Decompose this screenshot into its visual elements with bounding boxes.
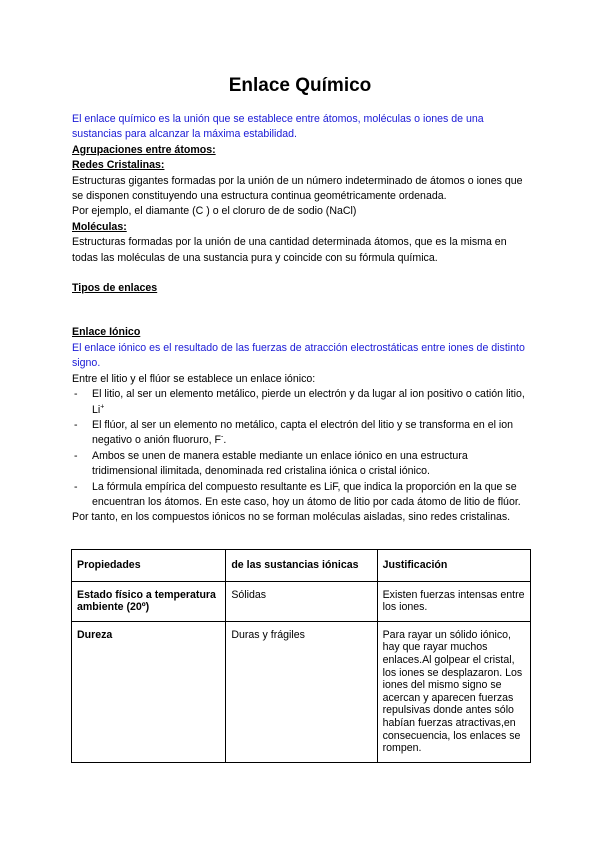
page-title: Enlace Químico (228, 75, 372, 96)
ionico-bullet-list (72, 387, 532, 510)
redes-heading: Redes Cristalinas: (72, 159, 165, 172)
table-header-row (72, 550, 531, 582)
agrupaciones-heading: Agrupaciones entre átomos: (72, 143, 216, 156)
redes-text: Estructuras gigantes formadas por la unión de un número indeterminado de átomos o iones que se disponen constituyendo una estructura continua geométricamente ordenada. (72, 174, 523, 203)
ionico-definition: El enlace iónico es el resultado de las fuerzas de atracción electrostáticas entre iones de distinto signo. (72, 341, 525, 370)
table-cell: Existen fuerzas intensas entre los iones. (377, 581, 530, 621)
table-header-cell: de las sustancias iónicas (226, 550, 377, 582)
bullet-text: El flúor, al ser un elemento no metálico, capta el electrón del litio y se transforma en el ion negativo o anión fluoruro, F (92, 418, 514, 447)
bullet-text: El litio, al ser un elemento metálico, pierde un electrón y da lugar al ion positivo o catión litio, Li (92, 388, 525, 416)
redes-example: Por ejemplo, el diamante (C ) o el cloruro de de sodio (NaCl) (72, 205, 357, 218)
ionico-conclusion: Por tanto, en los compuestos iónicos no se forman moléculas aisladas, sino redes cristalinas. (72, 511, 511, 524)
table-cell: Estado físico a temperatura ambiente (20º) (72, 581, 226, 621)
bullet-text: La fórmula empírica del compuesto resultante es LiF, que indica la proporción en la que se encuentran los átomos. En este caso, hoy un átomo de litio por cada átomo de litio de flúor. (92, 480, 521, 508)
table-cell: Para rayar un sólido iónico, hay que rayar muchos enlaces.Al golpear el cristal, los iones se desplazaron. Los iones del mismo signo se acercan y aparecen fuerzas repulsivas donde antes sólo habían fuerzas atractivas,en consecuencia, los enlaces se rompen. (377, 621, 530, 762)
list-item (72, 449, 532, 480)
list-item (72, 418, 532, 449)
bullet-text: Ambos se unen de manera estable mediante un enlace iónico en una estructura tridimensional ilimitada, denominada red cristalina iónica o cristal iónico. (92, 449, 468, 478)
ion-charge: - (220, 433, 224, 441)
table-row (72, 581, 531, 621)
table-cell: Duras y frágiles (226, 621, 377, 762)
table-row (72, 621, 531, 762)
table-cell: Dureza (72, 621, 226, 762)
bullet-end: . (223, 434, 227, 447)
list-item (72, 387, 532, 418)
intro-paragraph: El enlace químico es la unión que se establece entre átomos, moléculas o iones de una sustancias para alcanzar la máxima estabilidad. (72, 113, 484, 141)
list-item (72, 480, 532, 511)
table-header-cell: Propiedades (72, 550, 226, 582)
document-body (72, 112, 532, 526)
moleculas-text: Estructuras formadas por la unión de una cantidad determinada átomos, que es la misma en todas las moléculas de una sustancia pura y coincide con su fórmula química. (72, 236, 507, 264)
ion-charge: + (100, 402, 105, 410)
moleculas-heading: Moléculas: (72, 220, 127, 233)
ionico-heading: Enlace Iónico (72, 326, 141, 339)
table-cell: Sólidas (226, 581, 377, 621)
tipos-heading: Tipos de enlaces (72, 282, 158, 295)
table-header-cell: Justificación (377, 550, 530, 582)
properties-table (71, 549, 531, 763)
ionico-lead: Entre el litio y el flúor se establece un enlace iónico: (72, 372, 316, 385)
